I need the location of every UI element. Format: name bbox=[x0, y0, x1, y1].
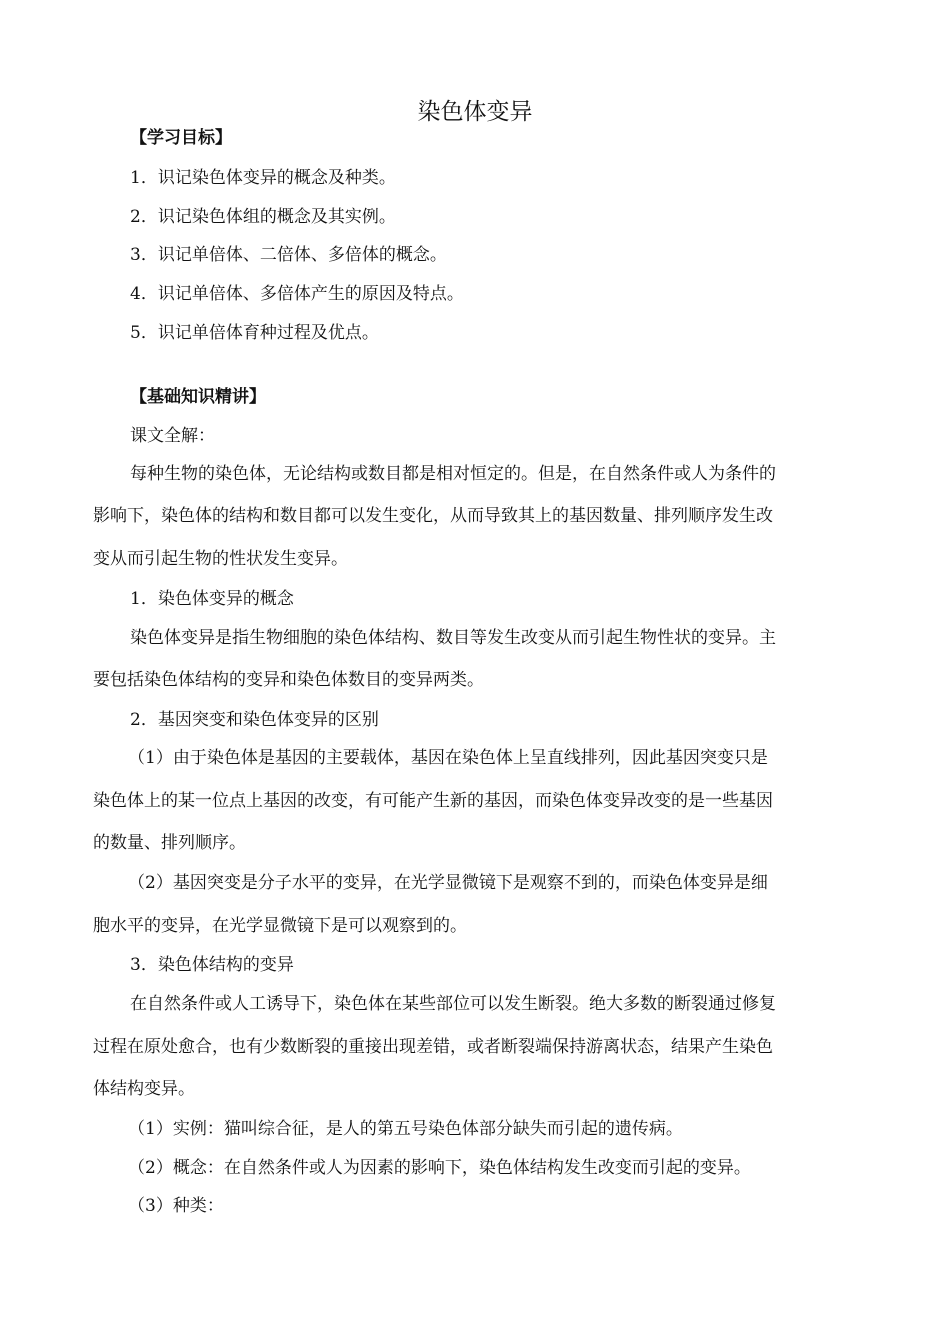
paragraph-line: 染色体变异是指生物细胞的染色体结构、数目等发生改变从而引起生物性状的变异。主 bbox=[130, 628, 776, 648]
paragraph-line: 在自然条件或人工诱导下，染色体在某些部位可以发生断裂。绝大多数的断裂通过修复 bbox=[130, 994, 776, 1014]
section-title: 3．染色体结构的变异 bbox=[130, 955, 294, 975]
section-title: 1．染色体变异的概念 bbox=[130, 589, 294, 609]
intro-label: 课文全解： bbox=[130, 426, 215, 446]
paragraph-line: 要包括染色体结构的变异和染色体数目的变异两类。 bbox=[93, 670, 484, 690]
paragraph-line: 每种生物的染色体，无论结构或数目都是相对恒定的。但是，在自然条件或人为条件的 bbox=[130, 464, 776, 484]
objective-item: 2．识记染色体组的概念及其实例。 bbox=[130, 207, 396, 227]
objective-item: 3．识记单倍体、二倍体、多倍体的概念。 bbox=[130, 245, 447, 265]
paragraph-line: （2）概念：在自然条件或人为因素的影响下，染色体结构发生改变而引起的变异。 bbox=[128, 1158, 751, 1178]
paragraph-line: （3）种类： bbox=[128, 1196, 224, 1216]
objective-item: 5．识记单倍体育种过程及优点。 bbox=[130, 323, 379, 343]
paragraph-line: （1）由于染色体是基因的主要载体，基因在染色体上呈直线排列，因此基因突变只是 bbox=[128, 748, 768, 768]
paragraph-line: 染色体上的某一位点上基因的改变，有可能产生新的基因，而染色体变异改变的是一些基因 bbox=[93, 791, 773, 811]
paragraph-line: （2）基因突变是分子水平的变异，在光学显微镜下是观察不到的，而染色体变异是细 bbox=[128, 873, 768, 893]
paragraph-line: （1）实例：猫叫综合征，是人的第五号染色体部分缺失而引起的遗传病。 bbox=[128, 1119, 683, 1139]
objectives-heading: 【学习目标】 bbox=[130, 128, 232, 148]
objective-item: 4．识记单倍体、多倍体产生的原因及特点。 bbox=[130, 284, 464, 304]
paragraph-line: 影响下，染色体的结构和数目都可以发生变化，从而导致其上的基因数量、排列顺序发生改 bbox=[93, 506, 773, 526]
section-title: 2．基因突变和染色体变异的区别 bbox=[130, 710, 379, 730]
paragraph-line: 体结构变异。 bbox=[93, 1079, 195, 1099]
document-title: 染色体变异 bbox=[417, 99, 533, 125]
knowledge-heading: 【基础知识精讲】 bbox=[130, 387, 266, 407]
paragraph-line: 变从而引起生物的性状发生变异。 bbox=[93, 549, 348, 569]
paragraph-line: 过程在原处愈合，也有少数断裂的重接出现差错，或者断裂端保持游离状态，结果产生染色 bbox=[93, 1037, 773, 1057]
paragraph-line: 的数量、排列顺序。 bbox=[93, 833, 246, 853]
paragraph-line: 胞水平的变异，在光学显微镜下是可以观察到的。 bbox=[93, 916, 467, 936]
objective-item: 1．识记染色体变异的概念及种类。 bbox=[130, 168, 396, 188]
